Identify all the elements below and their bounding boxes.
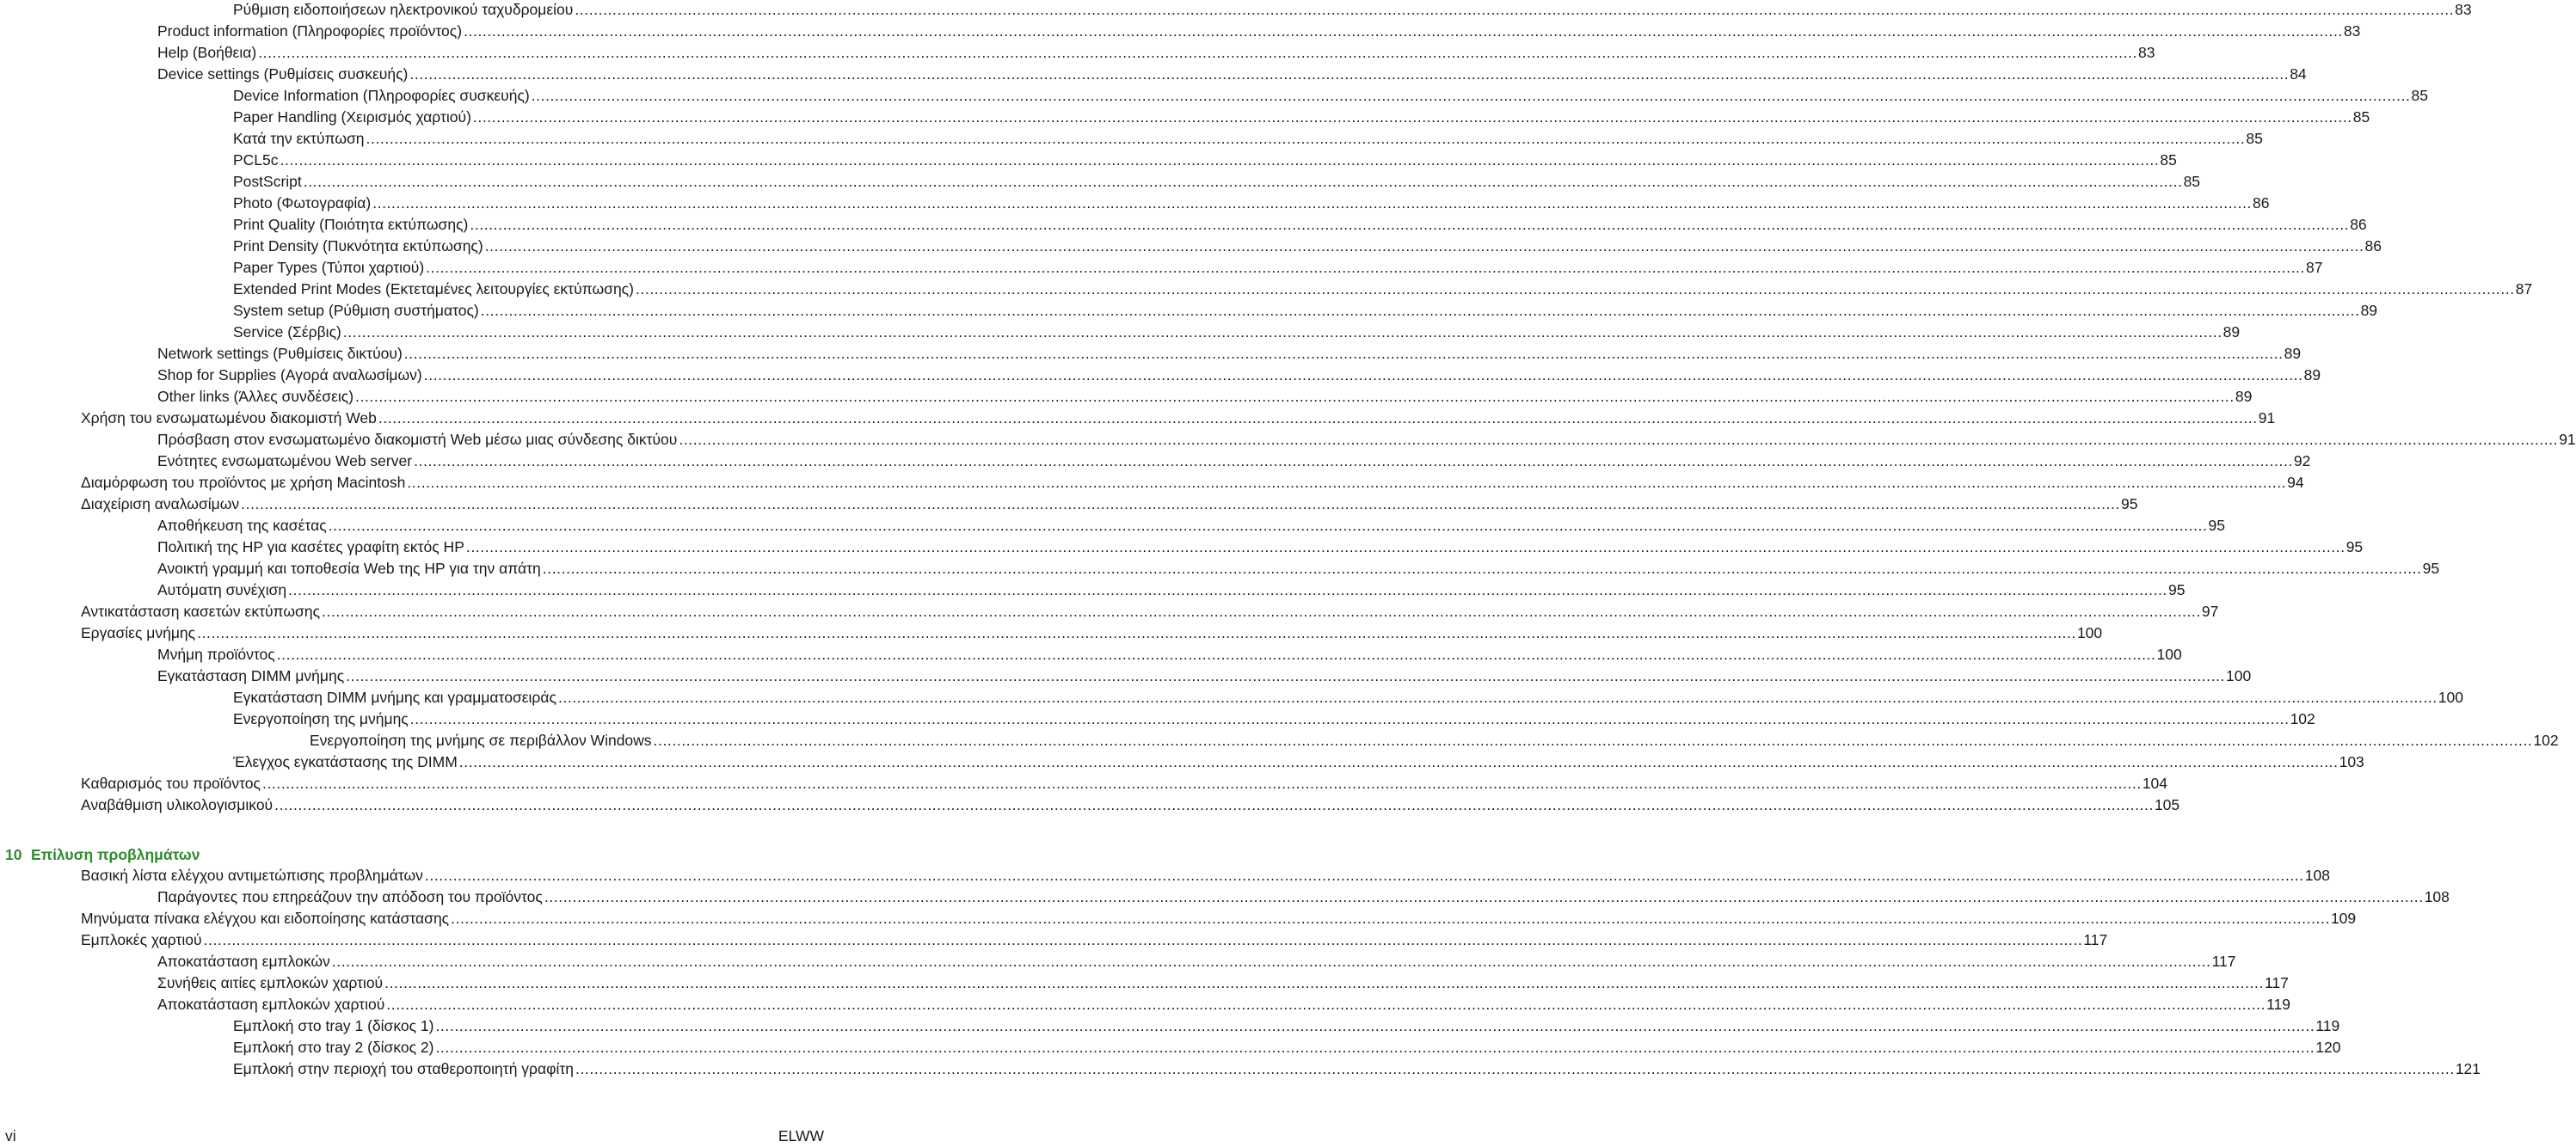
toc-entry-page: 86 <box>2350 216 2367 233</box>
toc-entry[interactable] <box>233 279 2533 300</box>
toc-entry-page: 84 <box>2290 65 2307 83</box>
toc-leader-dots: ................................................................................................................................................................................................................................................................................................................................................................................................................ <box>557 689 2438 706</box>
toc-entry[interactable] <box>233 0 2472 21</box>
toc-entry-title: Πρόσβαση στον ενσωματωμένο διακομιστή Web μέσω μιας σύνδεσης δικτύου <box>157 431 678 448</box>
toc-entry[interactable] <box>233 150 2177 171</box>
toc-entry-page: 102 <box>2533 732 2559 749</box>
toc-entry[interactable] <box>233 214 2367 236</box>
toc-entry[interactable] <box>157 558 2440 580</box>
toc-entry-page: 120 <box>2315 1039 2341 1056</box>
toc-entry-title: Ρύθμιση ειδοποιήσεων ηλεκτρονικού ταχυδρομείου <box>233 1 574 18</box>
toc-entry[interactable] <box>157 537 2364 558</box>
toc-entry[interactable] <box>157 515 2225 537</box>
toc-entry[interactable] <box>81 494 2138 515</box>
toc-entry[interactable] <box>157 21 2361 42</box>
toc-entry-title: Μνήμη προϊόντος <box>157 646 275 663</box>
toc-entry[interactable] <box>157 365 2321 386</box>
toc-entry[interactable] <box>233 193 2270 214</box>
toc-entry[interactable] <box>233 708 2315 730</box>
toc-entry-title: Ανοικτή γραμμή και τοποθεσία Web της HP για την απάτη <box>157 560 541 577</box>
toc-entry-title: Παράγοντες που επηρεάζουν την απόδοση του προϊόντος <box>157 888 543 905</box>
toc-entry-title: Ενότητες ενσωματωμένου Web server <box>157 452 413 469</box>
toc-entry-title: Διαχείριση αναλωσίμων <box>81 495 240 512</box>
toc-entry-page: 89 <box>2222 323 2241 340</box>
toc-entry-title: Print Quality (Ποιότητα εκτύπωσης) <box>233 216 469 233</box>
toc-entry-page: 121 <box>2455 1060 2481 1077</box>
toc-entry-title: Εργασίες μνήμης <box>81 624 196 641</box>
toc-entry-title: Συνήθεις αιτίες εμπλοκών χαρτιού <box>157 974 384 991</box>
toc-leader-dots: ................................................................................................................................................................................................................................................................................................................................................................................................................ <box>403 345 2284 362</box>
toc-leader-dots: ................................................................................................................................................................................................................................................................................................................................................................................................................ <box>274 796 2154 813</box>
toc-entry-title: Device Information (Πληροφορίες συσκευής) <box>233 87 530 104</box>
toc-leader-dots: ................................................................................................................................................................................................................................................................................................................................................................................................................ <box>435 1017 2315 1034</box>
toc-entry[interactable] <box>310 730 2559 751</box>
toc-leader-dots: ................................................................................................................................................................................................................................................................................................................................................................................................................ <box>484 237 2364 255</box>
toc-leader-dots: ................................................................................................................................................................................................................................................................................................................................................................................................................ <box>575 1060 2455 1077</box>
toc-entry-page: 92 <box>2293 452 2311 469</box>
toc-leader-dots: ................................................................................................................................................................................................................................................................................................................................................................................................................ <box>409 65 2290 83</box>
toc-leader-dots: ................................................................................................................................................................................................................................................................................................................................................................................................................ <box>258 44 2138 61</box>
toc-entry-title: Photo (Φωτογραφία) <box>233 194 372 212</box>
toc-entry-page: 103 <box>2339 753 2364 770</box>
toc-entry-title: Εμπλοκή στην περιοχή του σταθεροποιητή γραφίτη <box>233 1060 574 1077</box>
toc-entry[interactable] <box>81 794 2180 816</box>
toc-entry[interactable] <box>233 751 2364 773</box>
toc-entry[interactable] <box>157 64 2307 85</box>
toc-entry[interactable] <box>233 128 2263 150</box>
toc-entry-page: 100 <box>2076 624 2103 641</box>
footer-doc-code: ELWW <box>778 1127 824 1144</box>
toc-entry-title: Εγκατάσταση DIMM μνήμης και γραμματοσειράς <box>233 689 556 706</box>
toc-leader-dots: ................................................................................................................................................................................................................................................................................................................................................................................................................ <box>451 910 2330 927</box>
toc-entry-page: 83 <box>2455 1 2472 18</box>
chapter-number: 10 <box>5 846 22 863</box>
toc-entry[interactable] <box>81 773 2168 794</box>
toc-entry-page: 104 <box>2142 775 2168 792</box>
toc-entry-page: 86 <box>2253 194 2270 212</box>
toc-entry-page: 94 <box>2287 474 2304 491</box>
toc-leader-dots: ................................................................................................................................................................................................................................................................................................................................................................................................................ <box>276 646 2156 663</box>
toc-entry-page: 85 <box>2183 173 2201 190</box>
toc-entry-title: Αυτόματη συνέχιση <box>157 581 287 598</box>
toc-leader-dots: ................................................................................................................................................................................................................................................................................................................................................................................................................ <box>464 22 2343 40</box>
toc-entry-title: Αναβάθμιση υλικολογισμικού <box>81 796 274 813</box>
toc-entry-title: Paper Handling (Χειρισμός χαρτιού) <box>233 108 471 126</box>
toc-entry-title: Device settings (Ρυθμίσεις συσκευής) <box>157 65 409 83</box>
toc-entry-title: Extended Print Modes (Εκτεταμένες λειτουργίες εκτύπωσης) <box>233 280 634 297</box>
toc-entry-title: Εμπλοκές χαρτιού <box>81 931 202 948</box>
toc-leader-dots: ................................................................................................................................................................................................................................................................................................................................................................................................................ <box>378 409 2258 426</box>
toc-entry[interactable] <box>157 886 2450 908</box>
toc-leader-dots: ................................................................................................................................................................................................................................................................................................................................................................................................................ <box>355 388 2235 405</box>
toc-entry-title: Έλεγχος εγκατάστασης της DIMM <box>233 753 458 770</box>
toc-entry-page: 87 <box>2305 259 2323 276</box>
toc-entry[interactable] <box>233 1037 2341 1058</box>
toc-entry-page: 95 <box>2120 495 2138 512</box>
toc-entry-page: 85 <box>2411 87 2428 104</box>
toc-entry-title: Αποθήκευση της κασέτας <box>157 517 327 534</box>
toc-entry-title: Paper Types (Τύποι χαρτιού) <box>233 259 425 276</box>
toc-entry-page: 97 <box>2201 603 2219 620</box>
toc-entry[interactable] <box>233 236 2382 257</box>
toc-leader-dots: ................................................................................................................................................................................................................................................................................................................................................................................................................ <box>653 732 2533 749</box>
toc-entry-page: 89 <box>2303 366 2321 383</box>
toc-entry-title: Ενεργοποίηση της μνήμης <box>233 710 409 727</box>
toc-entry-page: 95 <box>2167 581 2186 598</box>
toc-entry-page: 83 <box>2343 22 2361 40</box>
toc-entry[interactable] <box>233 85 2428 107</box>
toc-leader-dots: ................................................................................................................................................................................................................................................................................................................................................................................................................ <box>197 624 2076 641</box>
toc-leader-dots: ................................................................................................................................................................................................................................................................................................................................................................................................................ <box>280 151 2160 169</box>
toc-entry[interactable] <box>157 580 2186 601</box>
chapter-heading[interactable] <box>5 843 200 866</box>
toc-entry-title: Αποκατάσταση εμπλοκών χαρτιού <box>157 996 385 1013</box>
toc-entry-title: Εμπλοκή στο tray 1 (δίσκος 1) <box>233 1017 434 1034</box>
toc-entry[interactable] <box>157 42 2155 64</box>
toc-leader-dots: ................................................................................................................................................................................................................................................................................................................................................................................................................ <box>203 931 2083 948</box>
toc-entry-title: Service (Σέρβις) <box>233 323 341 340</box>
toc-entry[interactable] <box>233 171 2201 193</box>
toc-leader-dots: ................................................................................................................................................................................................................................................................................................................................................................................................................ <box>679 431 2559 448</box>
toc-entry-title: Διαμόρφωση του προϊόντος με χρήση Macintosh <box>81 474 406 491</box>
toc-entry[interactable] <box>233 1015 2340 1037</box>
chapter-title: Επίλυση προβλημάτων <box>31 846 200 863</box>
toc-entry-page: 85 <box>2160 151 2177 169</box>
toc-entry[interactable] <box>157 972 2289 994</box>
toc-leader-dots: ................................................................................................................................................................................................................................................................................................................................................................................................................ <box>409 710 2290 727</box>
toc-leader-dots: ................................................................................................................................................................................................................................................................................................................................................................................................................ <box>480 302 2360 319</box>
toc-leader-dots: ................................................................................................................................................................................................................................................................................................................................................................................................................ <box>575 1 2455 18</box>
toc-leader-dots: ................................................................................................................................................................................................................................................................................................................................................................................................................ <box>472 108 2352 126</box>
toc-entry[interactable] <box>157 451 2311 472</box>
toc-entry[interactable] <box>157 951 2236 972</box>
toc-leader-dots: ................................................................................................................................................................................................................................................................................................................................................................................................................ <box>366 130 2246 147</box>
toc-entry[interactable] <box>157 644 2182 666</box>
toc-entry-page: 85 <box>2352 108 2370 126</box>
toc-entry-page: 117 <box>2083 931 2108 948</box>
toc-entry-page: 105 <box>2154 796 2180 813</box>
toc-entry-page: 102 <box>2290 710 2315 727</box>
toc-entry[interactable] <box>81 865 2330 886</box>
toc-entry-page: 117 <box>2211 953 2236 970</box>
toc-entry-page: 95 <box>2345 538 2364 555</box>
toc-leader-dots: ................................................................................................................................................................................................................................................................................................................................................................................................................ <box>328 517 2208 534</box>
toc-entry-page: 89 <box>2360 302 2378 319</box>
toc-entry-page: 89 <box>2284 345 2302 362</box>
toc-leader-dots: ................................................................................................................................................................................................................................................................................................................................................................................................................ <box>407 474 2287 491</box>
toc-leader-dots: ................................................................................................................................................................................................................................................................................................................................................................................................................ <box>384 974 2264 991</box>
toc-entry-title: Other links (Άλλες συνδέσεις) <box>157 388 354 405</box>
toc-entry-page: 100 <box>2226 667 2252 684</box>
toc-entry-page: 100 <box>2156 646 2182 663</box>
toc-entry-page: 119 <box>2266 996 2291 1013</box>
toc-leader-dots: ................................................................................................................................................................................................................................................................................................................................................................................................................ <box>241 495 2120 512</box>
toc-leader-dots: ................................................................................................................................................................................................................................................................................................................................................................................................................ <box>346 667 2225 684</box>
toc-entry[interactable] <box>81 472 2304 494</box>
toc-entry[interactable] <box>233 300 2378 322</box>
toc-leader-dots: ................................................................................................................................................................................................................................................................................................................................................................................................................ <box>331 953 2211 970</box>
toc-entry-title: Εγκατάσταση DIMM μνήμης <box>157 667 345 684</box>
toc-entry-title: Print Density (Πυκνότητα εκτύπωσης) <box>233 237 483 255</box>
toc-leader-dots: ................................................................................................................................................................................................................................................................................................................................................................................................................ <box>458 753 2339 770</box>
toc-entry[interactable] <box>233 257 2323 279</box>
toc-entry-title: Πολιτική της HP για κασέτες γραφίτη εκτός HP <box>157 538 464 555</box>
toc-entry-title: Αντικατάσταση κασετών εκτύπωσης <box>81 603 321 620</box>
toc-entry[interactable] <box>81 929 2108 951</box>
toc-entry-page: 100 <box>2438 689 2463 706</box>
toc-entry-title: Shop for Supplies (Αγορά αναλωσίμων) <box>157 366 422 383</box>
toc-entry-title: Κατά την εκτύπωση <box>233 130 365 147</box>
toc-entry[interactable] <box>81 601 2219 623</box>
toc-entry-title: Μηνύματα πίνακα ελέγχου και ειδοποίησης κατάστασης <box>81 910 450 927</box>
toc-leader-dots: ................................................................................................................................................................................................................................................................................................................................................................................................................ <box>426 259 2305 276</box>
toc-entry-title: Αποκατάσταση εμπλοκών <box>157 953 330 970</box>
toc-leader-dots: ................................................................................................................................................................................................................................................................................................................................................................................................................ <box>342 323 2222 340</box>
toc-entry-page: 85 <box>2246 130 2263 147</box>
toc-entry-page: 119 <box>2315 1017 2340 1034</box>
toc-leader-dots: ................................................................................................................................................................................................................................................................................................................................................................................................................ <box>414 452 2293 469</box>
toc-entry[interactable] <box>81 408 2276 429</box>
toc-leader-dots: ................................................................................................................................................................................................................................................................................................................................................................................................................ <box>288 581 2167 598</box>
toc-entry[interactable] <box>157 994 2291 1015</box>
footer-page-number: vi <box>5 1127 16 1144</box>
toc-entry-title: Καθαρισμός του προϊόντος <box>81 775 261 792</box>
toc-entry-page: 109 <box>2330 910 2357 927</box>
toc-entry-title: Product information (Πληροφορίες προϊόντος) <box>157 22 463 40</box>
toc-entry-title: Βασική λίστα ελέγχου αντιμετώπισης προβλημάτων <box>81 867 423 884</box>
toc-entry-page: 89 <box>2235 388 2253 405</box>
toc-leader-dots: ................................................................................................................................................................................................................................................................................................................................................................................................................ <box>386 996 2266 1013</box>
toc-leader-dots: ................................................................................................................................................................................................................................................................................................................................................................................................................ <box>531 87 2411 104</box>
toc-entry-page: 86 <box>2364 237 2382 255</box>
toc-entry[interactable] <box>81 908 2357 929</box>
toc-leader-dots: ................................................................................................................................................................................................................................................................................................................................................................................................................ <box>542 560 2422 577</box>
toc-entry-page: 117 <box>2264 974 2289 991</box>
toc-entry[interactable] <box>157 666 2252 687</box>
toc-leader-dots: ................................................................................................................................................................................................................................................................................................................................................................................................................ <box>635 280 2515 297</box>
toc-entry-page: 108 <box>2304 867 2330 884</box>
toc-entry[interactable] <box>157 386 2253 408</box>
toc-leader-dots: ................................................................................................................................................................................................................................................................................................................................................................................................................ <box>423 366 2303 383</box>
toc-entry-page: 91 <box>2559 431 2576 448</box>
toc-leader-dots: ................................................................................................................................................................................................................................................................................................................................................................................................................ <box>424 867 2304 884</box>
toc-entry-page: 91 <box>2258 409 2276 426</box>
toc-entry[interactable] <box>233 687 2463 708</box>
toc-entry-page: 95 <box>2422 560 2440 577</box>
toc-entry[interactable] <box>233 1058 2481 1080</box>
toc-entry-title: PCL5c <box>233 151 279 169</box>
toc-entry-page: 87 <box>2515 280 2533 297</box>
toc-entry-page: 83 <box>2138 44 2155 61</box>
toc-entry-title: Ενεργοποίηση της μνήμης σε περιβάλλον Windows <box>310 732 652 749</box>
toc-entry[interactable] <box>157 429 2576 451</box>
toc-entry[interactable] <box>233 107 2370 128</box>
toc-entry[interactable] <box>157 343 2302 365</box>
toc-entry[interactable] <box>233 322 2241 343</box>
toc-leader-dots: ................................................................................................................................................................................................................................................................................................................................................................................................................ <box>465 538 2345 555</box>
toc-entry-page: 108 <box>2424 888 2450 905</box>
toc-leader-dots: ................................................................................................................................................................................................................................................................................................................................................................................................................ <box>261 775 2142 792</box>
toc-entry-title: PostScript <box>233 173 302 190</box>
toc-entry-title: Χρήση του ενσωματωμένου διακομιστή Web <box>81 409 377 426</box>
toc-entry[interactable] <box>81 623 2103 644</box>
toc-entry-title: Help (Βοήθεια) <box>157 44 257 61</box>
toc-entry-title: Εμπλοκή στο tray 2 (δίσκος 2) <box>233 1039 434 1056</box>
toc-entry-page: 95 <box>2208 517 2225 534</box>
toc-leader-dots: ................................................................................................................................................................................................................................................................................................................................................................................................................ <box>435 1039 2315 1056</box>
toc-leader-dots: ................................................................................................................................................................................................................................................................................................................................................................................................................ <box>470 216 2350 233</box>
toc-leader-dots: ................................................................................................................................................................................................................................................................................................................................................................................................................ <box>544 888 2424 905</box>
toc-leader-dots: ................................................................................................................................................................................................................................................................................................................................................................................................................ <box>322 603 2201 620</box>
toc-entry-title: Network settings (Ρυθμίσεις δικτύου) <box>157 345 403 362</box>
toc-entry-title: System setup (Ρύθμιση συστήματος) <box>233 302 479 319</box>
toc-leader-dots: ................................................................................................................................................................................................................................................................................................................................................................................................................ <box>303 173 2183 190</box>
toc-leader-dots: ................................................................................................................................................................................................................................................................................................................................................................................................................ <box>372 194 2253 212</box>
